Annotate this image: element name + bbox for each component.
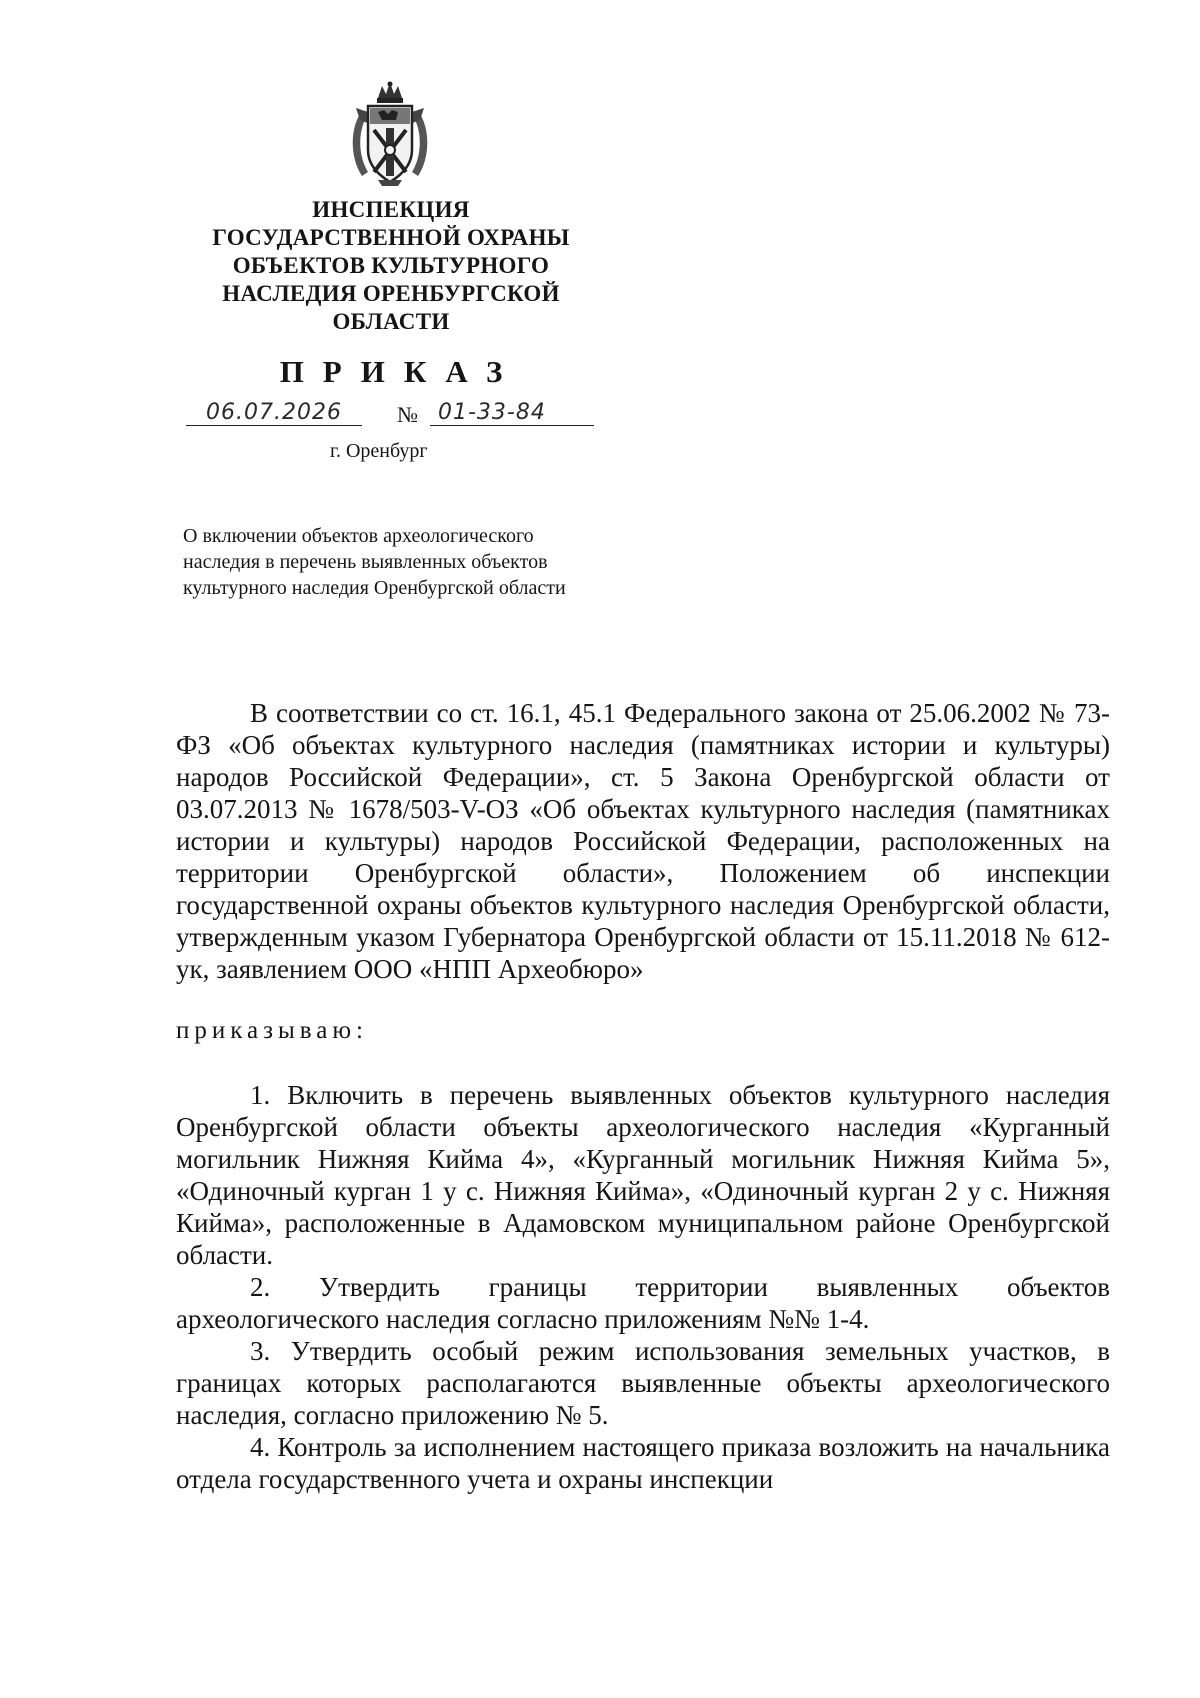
document-subject: О включении объектов археологического наследия в перечень выявленных объектов культурного наследия Оренбургской области <box>183 525 566 599</box>
issuer-block <box>176 196 606 390</box>
org-name-line: ОБЛАСТИ <box>332 309 450 334</box>
order-item: 1. Включить в перечень выявленных объектов культурного наследия Оренбургской области объекты археологического наследия «Курганный могильник Нижняя Кийма 4», «Курганный могильник Нижняя Кийма 5», «Одиночный курган 1 у с. Нижняя Кийма», «Одиночный курган 2 у с. Нижняя Кийма», расположенные в Адамовском муниципальном районе Оренбургской области. <box>176 1080 1110 1270</box>
org-name-line: ИНСПЕКЦИЯ <box>312 197 470 222</box>
document-number: 01-33-84 <box>430 400 594 426</box>
order-item: 2. Утвердить границы территории выявленных объектов археологического наследия согласно приложениям №№ 1-4. <box>176 1272 1110 1334</box>
document-body <box>176 697 1110 1495</box>
city-of-issue: г. Оренбург <box>330 440 428 462</box>
org-name-line: ОБЪЕКТОВ КУЛЬТУРНОГО <box>232 253 550 278</box>
order-item: 3. Утвердить особый режим использования земельных участков, в границах которых располагаются выявленные объекты археологического наследия, согласно приложению № 5. <box>176 1336 1110 1430</box>
order-item: 4. Контроль за исполнением настоящего приказа возложить на начальника отдела государственного учета и охраны инспекции <box>176 1432 1110 1494</box>
order-word: приказываю: <box>176 1017 368 1044</box>
preamble-paragraph: В соответствии со ст. 16.1, 45.1 Федерального закона от 25.06.2002 № 73-ФЗ «Об объектах культурного наследия (памятниках истории и культуры) народов Российской Федерации», ст. 5 Закона Оренбургской области от 03.07.2013 № 1678/503-V-ОЗ «Об объектах культурного наследия (памятниках истории и культуры) народов Российской Федерации, расположенных на территории Оренбургской области», Положением об инспекции государственной охраны объектов культурного наследия Оренбургской области, утвержденным указом Губернатора Оренбургской области от 15.11.2018 № 612-ук, заявлением ООО «НПП Археобюро» <box>176 698 1110 984</box>
coat-of-arms-icon <box>348 80 432 188</box>
number-sign: № <box>397 402 418 427</box>
document-type-title: ПРИКАЗ <box>279 354 522 389</box>
document-date: 06.07.2026 <box>186 400 362 426</box>
org-name-line: ГОСУДАРСТВЕННОЙ ОХРАНЫ <box>212 225 570 250</box>
document-requisites <box>186 400 606 434</box>
org-name-line: НАСЛЕДИЯ ОРЕНБУРГСКОЙ <box>222 281 560 306</box>
